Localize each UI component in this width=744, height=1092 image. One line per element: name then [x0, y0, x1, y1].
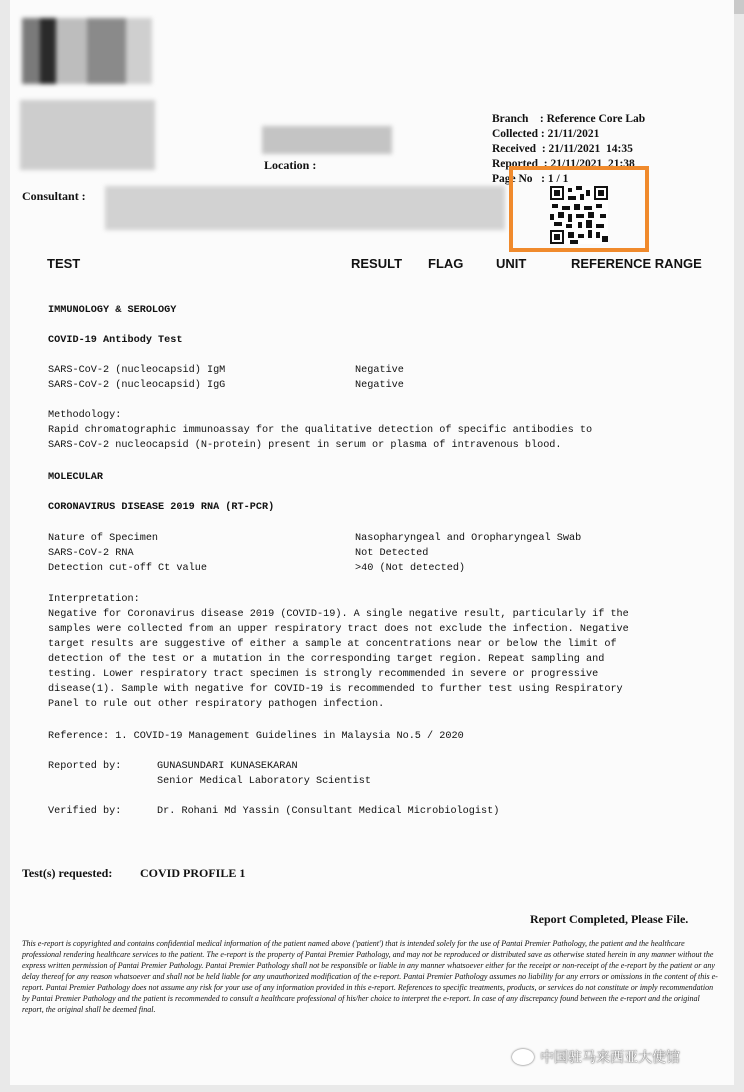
- reported-by-title: Senior Medical Laboratory Scientist: [157, 776, 371, 787]
- redacted-consultant: [105, 186, 505, 230]
- rna-value: Not Detected: [355, 548, 429, 559]
- section-immunology: IMMUNOLOGY & SEROLOGY: [48, 305, 177, 316]
- watermark: [512, 1047, 680, 1067]
- igm-test-name: SARS-CoV-2 (nucleocapsid) IgM: [48, 365, 226, 376]
- interpretation-line: samples were collected from an upper respiratory tract does not exclude the infection. Negative: [48, 624, 629, 635]
- column-unit: UNIT: [496, 256, 527, 271]
- redacted-patient-id: [262, 126, 392, 154]
- reported-by-label: Reported by:: [48, 761, 122, 772]
- interpretation-label: Interpretation:: [48, 594, 140, 605]
- methodology-label: Methodology:: [48, 410, 122, 421]
- redacted-patient-info: [20, 100, 155, 170]
- rna-name: SARS-CoV-2 RNA: [48, 548, 134, 559]
- interpretation-line: disease(1). Sample with negative for COVID-19 is recommended to further test using Respiratory: [48, 684, 623, 695]
- section-pcr-title: CORONAVIRUS DISEASE 2019 RNA (RT-PCR): [48, 502, 275, 513]
- interpretation-line: Panel to rule out other respiratory pathogen infection.: [48, 699, 385, 710]
- igm-result: Negative: [355, 365, 404, 376]
- redacted-logo: [22, 18, 152, 84]
- watermark-text: 中国驻马来西亚大使馆: [540, 1050, 680, 1066]
- consultant-label: Consultant :: [22, 189, 86, 203]
- collected: Collected : 21/11/2021: [492, 128, 600, 140]
- verified-by-label: Verified by:: [48, 806, 122, 817]
- received: Received : 21/11/2021 14:35: [492, 143, 633, 155]
- page-number: Page No : 1 / 1: [492, 173, 569, 185]
- tests-requested-label: Test(s) requested:: [22, 866, 113, 880]
- branch: Branch : Reference Core Lab: [492, 113, 646, 125]
- ct-value: >40 (Not detected): [355, 563, 466, 574]
- tests-requested-value: COVID PROFILE 1: [140, 866, 246, 880]
- disclaimer: This e-report is copyrighted and contains confidential medical information of the patient named above ('patient') that is intended solely for the use of Pantai Premier Pathology, the patient and the healthcare professional rendering healthcare services to the patient. The e-report is the property of Pantai Premier Pathology, and may not be reproduced or distributed save as otherwise stated herein in any manner without the express written permission of Pantai Premier Pathology. Pantai Premier Pathology shall not be responsible or liable in any manner whatsoever either for the receipt or non-receipt of the e-report by the patient or any delay thereof for any reason whatsoever and shall not be held liable for any unauthorized modification of the e-report. Pantai Premier Pathology assumes no liability for any errors or omissions in the content of this e-report. Pantai Premier Pathology does not assume any risk for your use of any information provided in this e-report. References to specific treatments, products, or services do not constitute or imply recommendation by Pantai Premier Pathology and the patient is recommended to consult a healthcare professional of his/her choice to interpret the e-report. In case of any discrepancy found between the e-report and the original report, the original shall be deemed final.: [22, 939, 718, 1014]
- wechat-icon: [512, 1049, 534, 1065]
- specimen-name: Nature of Specimen: [48, 533, 159, 544]
- specimen-value: Nasopharyngeal and Oropharyngeal Swab: [355, 533, 582, 544]
- interpretation-line: testing. Lower respiratory tract specimen is strongly recommended in severe or progressive: [48, 669, 599, 680]
- reported-by-name: GUNASUNDARI KUNASEKARAN: [157, 761, 298, 772]
- interpretation-line: target results are suggestive of either a sample at concentrations near or below the limit of: [48, 639, 617, 650]
- column-result: RESULT: [351, 256, 403, 271]
- ct-name: Detection cut-off Ct value: [48, 563, 207, 574]
- methodology-line: SARS-CoV-2 nucleocapsid (N-protein) present in serum or plasma of intravenous blood.: [48, 440, 562, 451]
- reference-line: Reference: 1. COVID-19 Management Guidelines in Malaysia No.5 / 2020: [48, 731, 464, 742]
- section-antibody-test: COVID-19 Antibody Test: [48, 335, 183, 346]
- interpretation-line: detection of the test or a mutation in the corresponding target region. Repeat sampling and: [48, 654, 605, 665]
- interpretation-line: Negative for Coronavirus disease 2019 (COVID-19). A single negative result, particularly if the: [48, 609, 629, 620]
- methodology-line: Rapid chromatographic immunoassay for the qualitative detection of specific antibodies to: [48, 425, 593, 436]
- column-reference-range: REFERENCE RANGE: [571, 256, 702, 271]
- location-label: Location :: [264, 158, 317, 172]
- verified-by-name: Dr. Rohani Md Yassin (Consultant Medical Microbiologist): [157, 806, 500, 817]
- igg-result: Negative: [355, 380, 404, 391]
- section-molecular: MOLECULAR: [48, 472, 104, 483]
- column-flag: FLAG: [428, 256, 464, 271]
- qr-code-icon: [550, 186, 608, 244]
- report-completed: Report Completed, Please File.: [530, 912, 689, 926]
- reported: Reported : 21/11/2021 21:38: [492, 158, 635, 170]
- column-test: TEST: [47, 256, 81, 271]
- igg-test-name: SARS-CoV-2 (nucleocapsid) IgG: [48, 380, 226, 391]
